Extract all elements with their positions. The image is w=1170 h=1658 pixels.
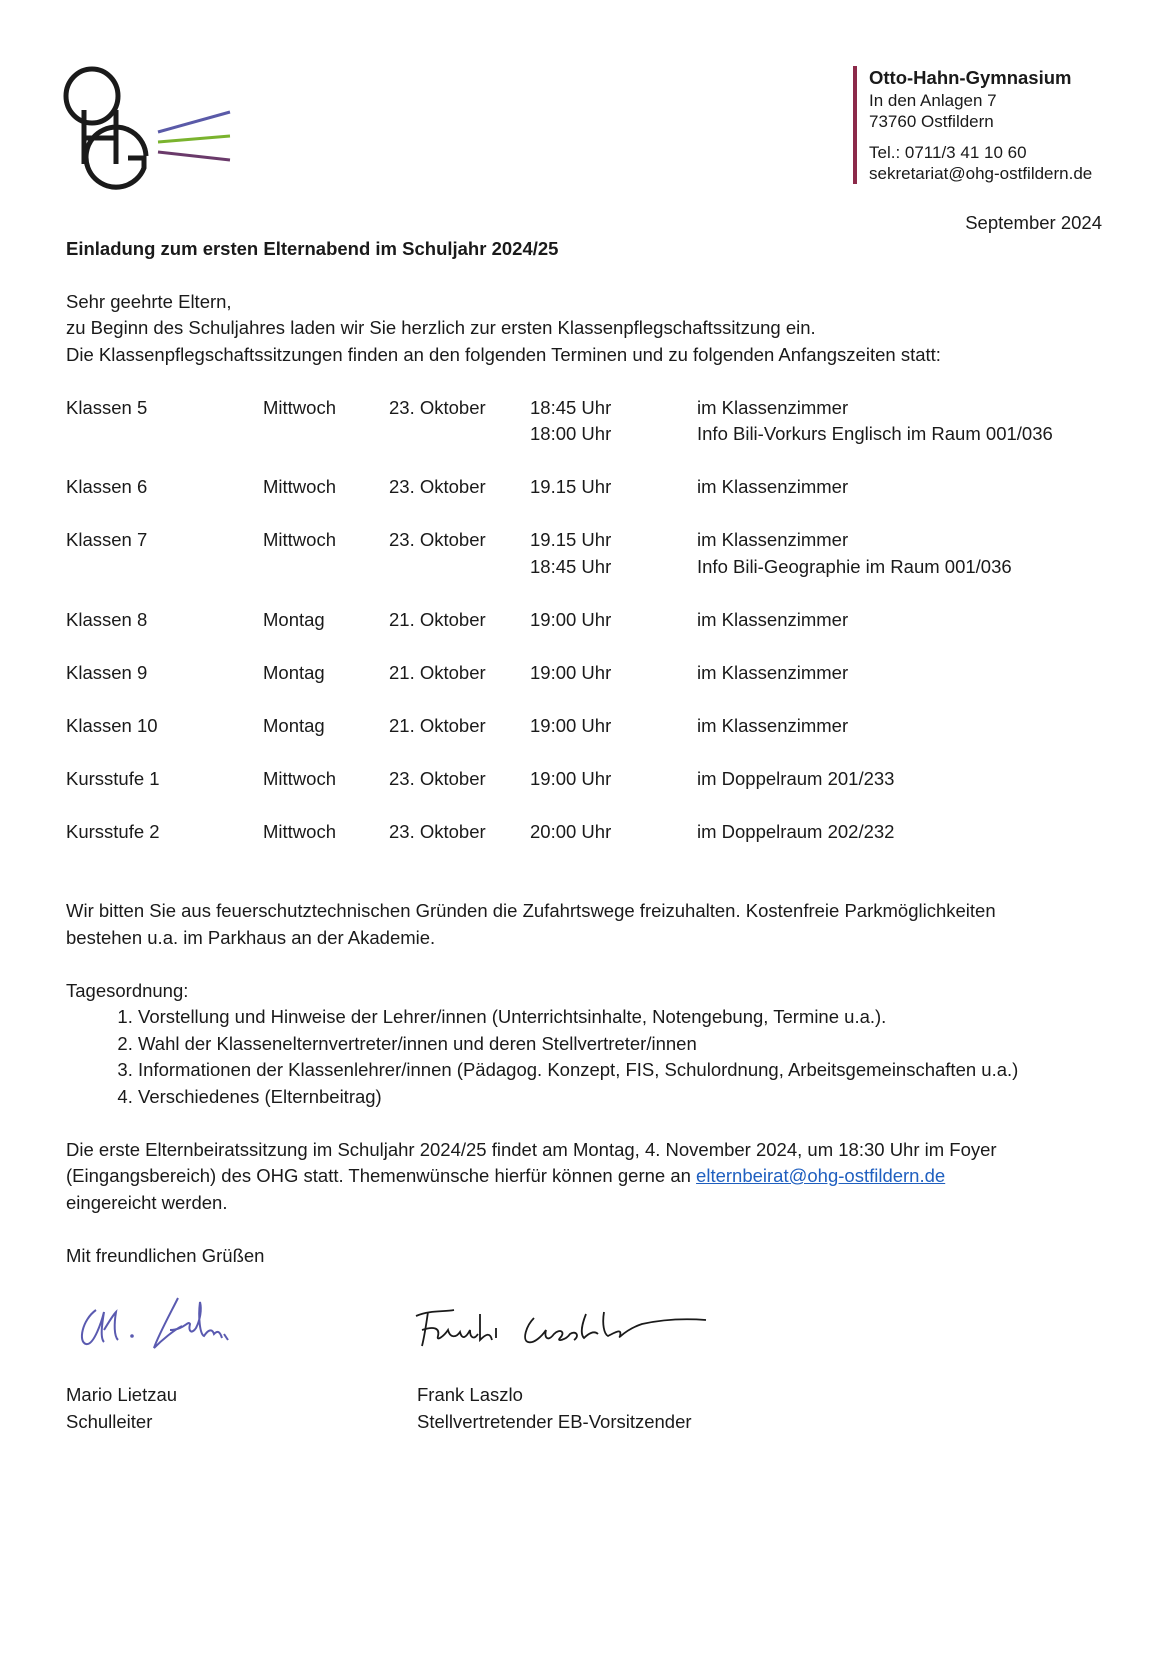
schedule-spacer	[66, 792, 1053, 819]
schedule-row	[66, 713, 1053, 740]
schedule-table	[66, 395, 1053, 846]
schedule-class: Klassen 10	[66, 714, 158, 736]
schedule-class: Klassen 8	[66, 608, 148, 630]
signer-1-role: Schulleiter	[66, 1410, 153, 1432]
closing: Mit freundlichen Grüßen	[66, 1244, 265, 1266]
school-logo	[62, 66, 252, 194]
agenda-item: 4. Verschiedenes (Elternbeitrag)	[138, 1084, 1116, 1111]
schedule-day: Mittwoch	[263, 820, 336, 842]
letter-date: September 2024	[965, 212, 1102, 233]
schedule-row	[66, 607, 1053, 634]
letter-subject: Einladung zum ersten Elternabend im Schuljahr 2024/25	[66, 238, 559, 259]
signer-1-name: Mario Lietzau	[66, 1384, 178, 1405]
letter-body	[66, 236, 1116, 1269]
schedule-day: Mittwoch	[263, 476, 336, 497]
school-email: sekretariat@ohg-ostfildern.de	[869, 164, 1093, 183]
agenda-item: 1. Vorstellung und Hinweise der Lehrer/innen (Unterrichtsinhalte, Notengebung, Termine u.a.).	[138, 1004, 1116, 1031]
schedule-date: 21. Oktober	[389, 661, 486, 683]
schedule-spacer	[66, 448, 1053, 475]
agenda-item: 2. Wahl der Klassenelternvertreter/innen und deren Stellvertreter/innen	[138, 1031, 1116, 1058]
schedule-day: Montag	[263, 608, 325, 630]
agenda-title: Tagesordnung:	[66, 979, 189, 1001]
agenda-list	[66, 1004, 1116, 1110]
schedule-row	[66, 395, 1053, 422]
signature-laszlo	[410, 1300, 710, 1356]
parking-line-1: Wir bitten Sie aus feuerschutztechnischen Gründen die Zufahrtswege freizuhalten. Kostenfreie Parkmöglichkeiten	[66, 900, 996, 921]
school-phone: Tel.: 0711/3 41 10 60	[869, 143, 1027, 162]
eb-line-2-text: (Eingangsbereich) des OHG statt. Themenwünsche hierfür können gerne an	[66, 1165, 697, 1186]
school-address	[853, 66, 1169, 184]
schedule-class: Kursstufe 1	[66, 767, 160, 789]
salutation: Sehr geehrte Eltern,	[66, 290, 232, 312]
agenda-item: 3. Informationen der Klassenlehrer/innen (Pädagog. Konzept, FIS, Schulordnung, Arbeitsgemeinschaften u.a.)	[138, 1057, 1116, 1084]
schedule-place: im Klassenzimmer	[697, 396, 849, 418]
signer-2-role: Stellvertretender EB-Vorsitzender	[417, 1410, 692, 1432]
schedule-extra-place: Info Bili-Geographie im Raum 001/036	[697, 555, 1012, 577]
schedule-time: 19:00 Uhr	[530, 661, 612, 683]
schedule-extra-row	[66, 554, 1053, 581]
eb-line-3: eingereicht werden.	[66, 1191, 228, 1213]
schedule-day: Montag	[263, 661, 325, 683]
schedule-place: im Klassenzimmer	[697, 714, 849, 736]
eb-line-1: Die erste Elternbeiratssitzung im Schuljahr 2024/25 findet am Montag, 4. November 2024, um 18:30 Uhr im Foyer	[66, 1138, 997, 1160]
schedule-place: im Klassenzimmer	[697, 661, 849, 683]
schedule-row	[66, 766, 1053, 793]
intro-line-2: Die Klassenpflegschaftssitzungen finden an den folgenden Terminen und zu folgenden Anfangszeiten statt:	[66, 343, 941, 365]
schedule-time: 19:00 Uhr	[530, 714, 612, 736]
schedule-row	[66, 819, 1053, 846]
schedule-extra-time: 18:00 Uhr	[530, 423, 612, 444]
schedule-time: 18:45 Uhr	[530, 396, 612, 418]
schedule-date: 23. Oktober	[389, 767, 486, 789]
schedule-class: Klassen 9	[66, 661, 148, 683]
school-street: In den Anlagen 7	[869, 91, 997, 110]
schedule-class: Klassen 5	[66, 396, 148, 418]
schedule-day: Mittwoch	[263, 767, 336, 789]
schedule-extra-row	[66, 421, 1053, 448]
schedule-place: im Doppelraum 202/232	[697, 820, 895, 842]
schedule-class: Klassen 7	[66, 529, 148, 550]
schedule-date: 23. Oktober	[389, 529, 486, 550]
schedule-date: 21. Oktober	[389, 608, 486, 630]
schedule-date: 23. Oktober	[389, 476, 486, 497]
eb-email-link[interactable]: elternbeirat@ohg-ostfildern.de	[696, 1165, 946, 1186]
signer-2-name: Frank Laszlo	[417, 1384, 523, 1405]
schedule-time: 19:00 Uhr	[530, 608, 612, 630]
school-city: 73760 Ostfildern	[869, 112, 994, 131]
schedule-day: Mittwoch	[263, 529, 336, 550]
schedule-place: im Doppelraum 201/233	[697, 767, 895, 789]
schedule-row	[66, 474, 1053, 501]
signer-2	[417, 1382, 692, 1435]
schedule-place: im Klassenzimmer	[697, 608, 849, 630]
eb-line-2	[66, 1163, 1116, 1190]
schedule-time: 19.15 Uhr	[530, 529, 612, 550]
schedule-time: 19:00 Uhr	[530, 767, 612, 789]
schedule-row	[66, 660, 1053, 687]
schedule-extra-place: Info Bili-Vorkurs Englisch im Raum 001/036	[697, 423, 1053, 444]
schedule-spacer	[66, 580, 1053, 607]
schedule-day: Montag	[263, 714, 325, 736]
schedule-spacer	[66, 501, 1053, 528]
schedule-class: Kursstufe 2	[66, 820, 160, 842]
schedule-extra-time: 18:45 Uhr	[530, 555, 612, 577]
schedule-time: 19.15 Uhr	[530, 476, 612, 497]
schedule-row	[66, 527, 1053, 554]
signature-lietzau	[74, 1290, 244, 1362]
schedule-place: im Klassenzimmer	[697, 529, 849, 550]
schedule-date: 23. Oktober	[389, 820, 486, 842]
schedule-class: Klassen 6	[66, 476, 148, 497]
schedule-spacer	[66, 739, 1053, 766]
signatures	[66, 1290, 1116, 1450]
parking-line-2: bestehen u.a. im Parkhaus an der Akademie.	[66, 926, 436, 948]
schedule-place: im Klassenzimmer	[697, 476, 849, 497]
intro-line-1: zu Beginn des Schuljahres laden wir Sie herzlich zur ersten Klassenpflegschaftssitzung ein.	[66, 317, 816, 338]
schedule-day: Mittwoch	[263, 396, 336, 418]
schedule-date: 23. Oktober	[389, 396, 486, 418]
school-name: Otto-Hahn-Gymnasium	[869, 67, 1072, 88]
schedule-date: 21. Oktober	[389, 714, 486, 736]
schedule-time: 20:00 Uhr	[530, 820, 612, 842]
signer-1	[66, 1382, 177, 1435]
schedule-spacer	[66, 686, 1053, 713]
schedule-spacer	[66, 633, 1053, 660]
